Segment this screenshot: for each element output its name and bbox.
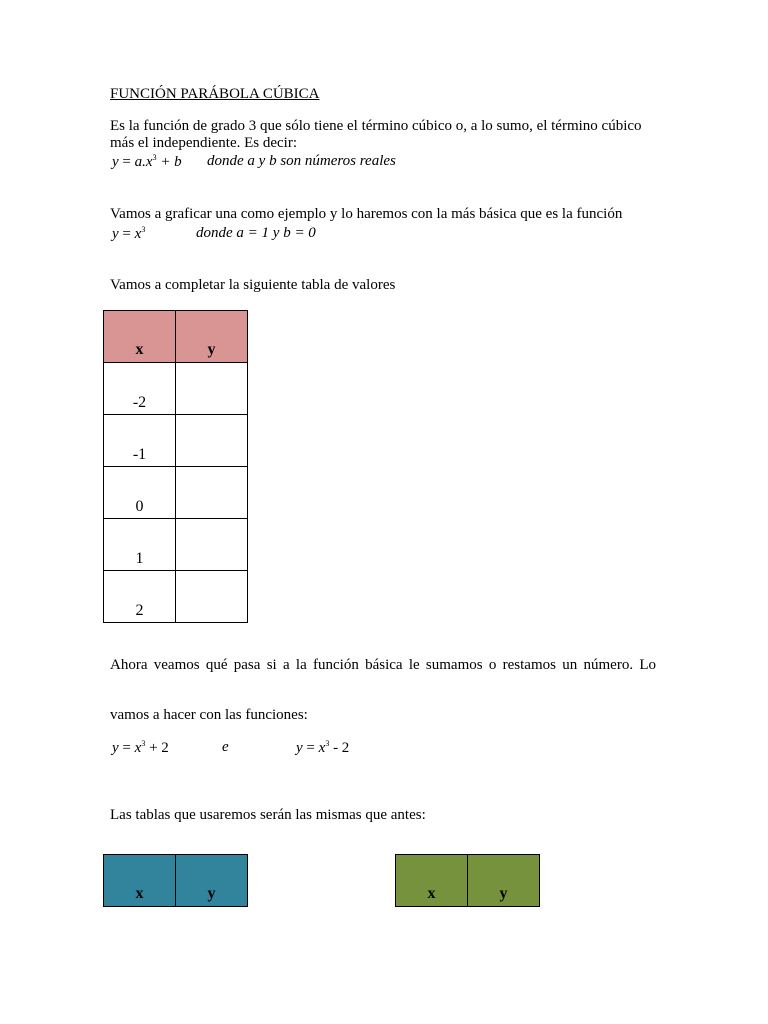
header-y-label: y [207,341,216,358]
header-x-cell [104,311,176,363]
formula-minus [296,739,349,757]
formula-eq: = [118,154,135,170]
x-value: -1 [132,446,147,463]
f1-lhs: y [112,740,119,756]
example-note: donde a = 1 y b = 0 [196,225,316,241]
table-minus [395,854,540,907]
example-eq: = [118,226,135,242]
x-cell [104,571,176,623]
minus-header-x: x [427,885,436,902]
minus-header-y: y [499,885,508,902]
f2-exponent: 3 [325,739,330,748]
y-cell[interactable] [176,363,248,415]
f1-exponent: 3 [141,739,146,748]
x-value: 1 [135,550,144,567]
y-cell[interactable] [176,519,248,571]
conjunction: e [222,739,229,755]
page-title: FUNCIÓN PARÁBOLA CÚBICA [110,86,320,102]
general-formula-note: donde a y b son números reales [207,153,396,169]
f1-tail: + 2 [145,740,169,756]
formula-exponent: 3 [152,153,157,162]
f2-tail: - 2 [329,740,350,756]
table-header-row [104,311,248,363]
shift-line-2: vamos a hacer con las funciones: [110,707,308,723]
example-base: x [134,226,142,242]
tables-note: Las tablas que usaremos serán las mismas que antes: [110,807,426,823]
header-y-cell [176,311,248,363]
f2-base: x [318,740,326,756]
x-cell [104,467,176,519]
table-minus-header-row [396,855,540,907]
plus-header-x: x [135,885,144,902]
example-exponent: 3 [141,225,146,234]
table-plus-header-row [104,855,248,907]
table-row [104,571,248,623]
formula-rhs-a: a.x [134,154,153,170]
table-plus [103,854,248,907]
values-table [103,310,248,623]
plus-header-x-cell [104,855,176,907]
f2-eq: = [302,740,319,756]
f1-eq: = [118,740,135,756]
minus-header-x-cell [396,855,468,907]
x-value: 2 [135,602,144,619]
x-cell [104,519,176,571]
x-cell [104,415,176,467]
formula-lhs: y [112,154,119,170]
intro-line-2: más el independiente. Es decir: [110,135,298,151]
table-row [104,519,248,571]
header-x-label: x [135,341,144,358]
y-cell[interactable] [176,415,248,467]
table-row [104,363,248,415]
y-cell[interactable] [176,467,248,519]
formula-rhs-b: + b [156,154,182,170]
shift-line-1: Ahora veamos qué pasa si a la función básica le sumamos o restamos un número. Lo [110,657,656,673]
example-lhs: y [112,226,119,242]
general-formula [112,153,182,171]
x-cell [104,363,176,415]
plus-header-y: y [207,885,216,902]
table-row [104,415,248,467]
table-row [104,467,248,519]
example-sentence: Vamos a graficar una como ejemplo y lo haremos con la más básica que es la función [110,206,623,222]
formula-plus [112,739,169,757]
x-value: 0 [135,498,144,515]
minus-header-y-cell [468,855,540,907]
f2-lhs: y [296,740,303,756]
x-value: -2 [132,394,147,411]
table-intro: Vamos a completar la siguiente tabla de valores [110,277,396,293]
intro-line-1: Es la función de grado 3 que sólo tiene el término cúbico o, a lo sumo, el término cúbico [110,118,642,134]
plus-header-y-cell [176,855,248,907]
example-formula [112,225,145,243]
f1-base: x [134,740,142,756]
y-cell[interactable] [176,571,248,623]
